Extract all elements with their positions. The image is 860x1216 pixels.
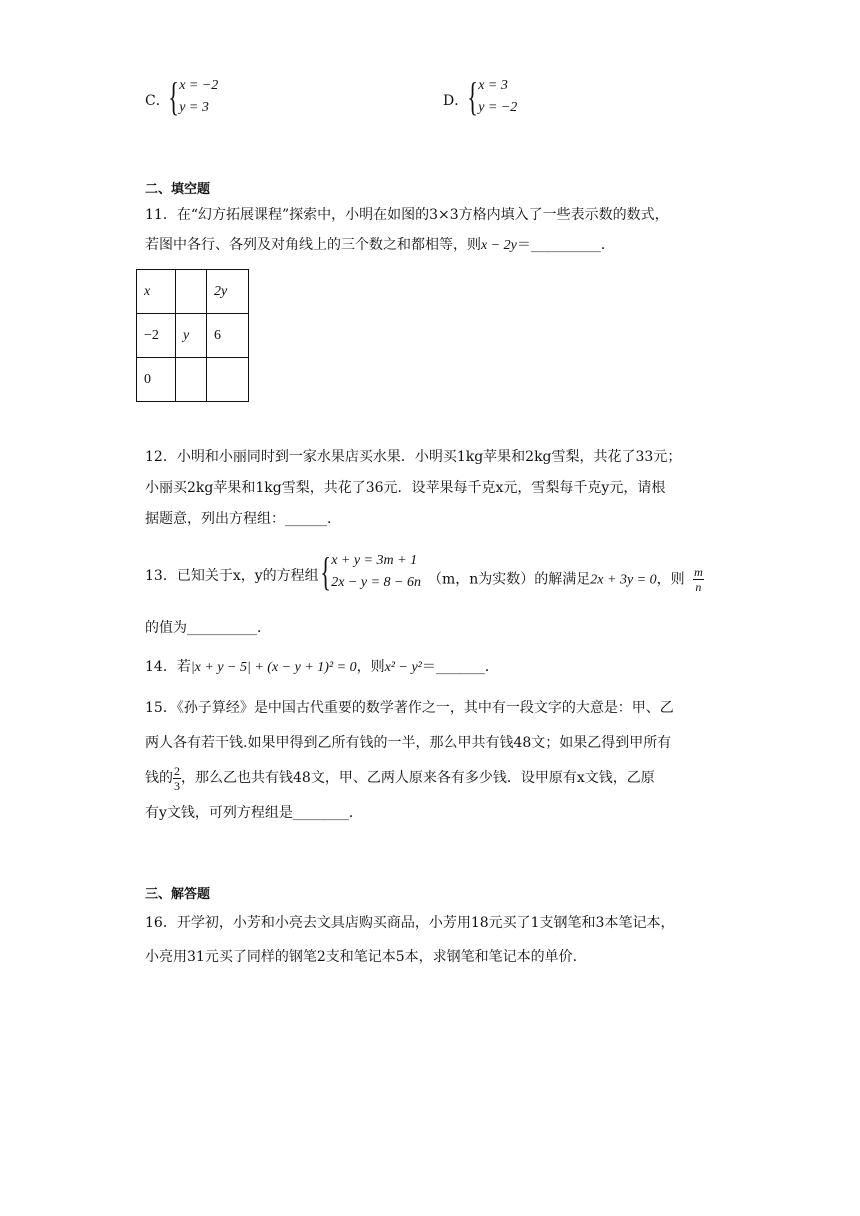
q15-line3-start: 钱的	[145, 770, 173, 786]
q11-expression: x − 2y	[481, 238, 517, 253]
q15-line3-end: ，那么乙也共有钱48文，甲、乙两人原来各有多少钱．设甲原有x文钱，乙原	[181, 770, 655, 786]
brace-icon: {	[168, 74, 179, 119]
q14-expression-2: x² − y²	[384, 660, 422, 675]
q16-line1: 16．开学初，小芳和小亮去文具店购买商品，小芳用18元买了1支钢笔和3本笔记本，	[145, 915, 675, 931]
option-c-label: C．	[145, 93, 170, 109]
q11-line2	[145, 230, 725, 261]
section-title-solve: 三、解答题	[145, 887, 211, 902]
section-title-fill-blank: 二、填空题	[145, 182, 211, 197]
q16-line2: 小亮用31元买了同样的钢笔2支和笔记本5本，求钢笔和笔记本的单价.	[145, 949, 578, 965]
fraction-numerator: 2	[174, 763, 180, 778]
option-d-line1: x = 3	[478, 78, 508, 93]
q13-condition: 2x + 3y = 0	[590, 572, 657, 588]
grid-cell: x	[137, 270, 176, 314]
q13-then: ，则	[656, 571, 685, 588]
q15-line3	[145, 761, 725, 796]
q14-mid: ，则	[356, 659, 385, 675]
grid-row	[137, 314, 249, 358]
grid-row	[137, 358, 249, 402]
q15-fraction	[173, 764, 181, 793]
q13-middle	[428, 565, 704, 594]
question-15	[145, 691, 725, 831]
q13-eq1: x + y = 3m + 1	[331, 553, 418, 568]
q11-line2-text: 若图中各行、各列及对角线上的三个数之和都相等，则	[145, 237, 481, 253]
question-16	[145, 906, 725, 974]
q11-line1: 11．在“幻方拓展课程”探索中，小明在如图的3×3方格内填入了一些表示数的数式，	[145, 207, 669, 223]
fraction-numerator: m	[694, 565, 703, 579]
fraction-denominator: n	[695, 580, 702, 594]
q13-prefix: 13．已知关于x，y的方程组	[145, 568, 319, 584]
q12-line1: 12．小明和小丽同时到一家水果店买水果．小明买1kg苹果和2kg雪梨，共花了33元；	[145, 449, 682, 465]
option-d-line2: y = −2	[478, 100, 518, 115]
grid-cell: 6	[207, 314, 249, 358]
q13-system	[316, 550, 421, 594]
q14-answer-blank: ＝_______．	[421, 659, 499, 675]
q15-line1: 15．《孙子算经》是中国古代重要的数学著作之一，其中有一段文字的大意是：甲、乙	[145, 700, 674, 716]
q15-line4: 有y文钱，可列方程组是________．	[145, 805, 363, 821]
q13-middle-text: （m，n为实数）的解满足	[428, 571, 591, 588]
option-d-system	[463, 75, 517, 119]
grid-cell: −2	[137, 314, 176, 358]
grid-cell	[176, 270, 207, 314]
q12-line2: 小丽买2kg苹果和1kg雪梨，共花了36元．设苹果每千克x元，雪梨每千克y元，请根	[145, 480, 666, 496]
q11-answer-blank: ＝__________．	[516, 237, 615, 253]
question-14	[145, 656, 499, 676]
grid-cell: 0	[137, 358, 176, 402]
q15-line2: 两人各有若干钱.如果甲得到乙所有钱的一半，那么甲共有钱48文；如果乙得到甲所有	[145, 735, 672, 751]
q13-eq2: 2x − y = 8 − 6n	[331, 575, 421, 590]
grid-cell	[176, 358, 207, 402]
option-c-line2: y = 3	[179, 100, 209, 115]
option-c-line1: x = −2	[179, 78, 219, 93]
fraction-denominator: 3	[174, 778, 180, 793]
question-12	[145, 442, 725, 535]
grid-cell	[207, 358, 249, 402]
grid-cell: y	[176, 314, 207, 358]
q12-line3: 据题意，列出方程组：______．	[145, 511, 341, 527]
question-11	[145, 200, 725, 261]
grid-row	[137, 270, 249, 314]
option-c-system	[164, 75, 218, 119]
q14-prefix: 14．若	[145, 659, 191, 675]
magic-square-grid	[136, 269, 249, 402]
option-d-label: D．	[443, 93, 469, 109]
brace-icon: {	[320, 549, 331, 594]
q14-expression: |x + y − 5| + (x − y + 1)² = 0	[190, 660, 357, 675]
q13-line2: 的值为__________．	[145, 620, 271, 636]
grid-cell: 2y	[207, 270, 249, 314]
brace-icon: {	[467, 74, 478, 119]
q13-fraction	[693, 565, 704, 594]
